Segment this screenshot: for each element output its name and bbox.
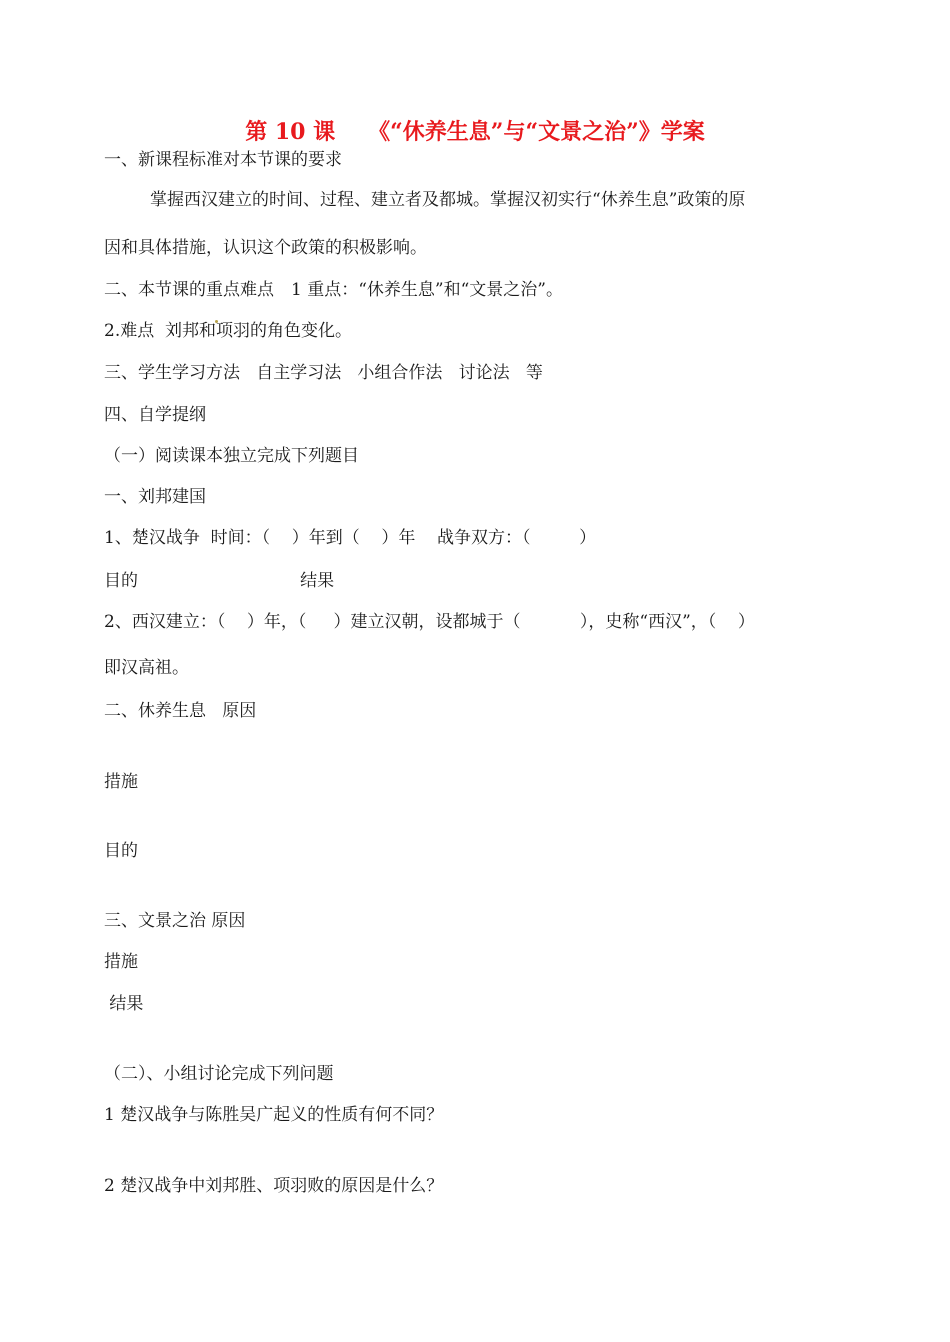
topic-heading: 二、休养生息 原因: [104, 701, 257, 721]
question-line: 2、西汉建立：（ ）年，（ ）建立汉朝，设都城于（ ），史称“西汉”，（ ）: [104, 612, 755, 632]
section-heading-2: 二、本节课的重点难点 1 重点：“休养生息”和“文景之治”。: [104, 280, 563, 300]
field-label: 目的: [104, 841, 138, 861]
discussion-question: 1 楚汉战争与陈胜吴广起义的性质有何不同？: [104, 1105, 444, 1125]
question-line: 目的 结果: [104, 571, 335, 591]
discussion-question: 2 楚汉战争中刘邦胜、项羽败的原因是什么？: [104, 1176, 444, 1196]
question-line: 1、楚汉战争 时间：（ ）年到（ ）年 战争双方：（ ）: [104, 528, 597, 548]
question-line: 即汉高祖。: [104, 658, 189, 678]
subsection-heading: （二）、小组讨论完成下列问题: [104, 1064, 334, 1084]
section-heading-4: 四、自学提纲: [104, 405, 206, 425]
subsection-heading: （一）阅读课本独立完成下列题目: [104, 446, 359, 466]
paragraph-line: 掌握西汉建立的时间、过程、建立者及都城。掌握汉初实行“休养生息”政策的原: [150, 190, 746, 210]
paragraph-line: 因和具体措施，认识这个政策的积极影响。: [104, 238, 427, 258]
field-label: 措施: [104, 952, 138, 972]
field-label: 措施: [104, 772, 138, 792]
section-heading-1: 一、新课程标准对本节课的要求: [104, 150, 342, 170]
topic-heading: 三、文景之治 原因: [104, 911, 246, 931]
topic-heading: 一、刘邦建国: [104, 487, 206, 507]
document-title: 第 10 课 《“休养生息”与“文景之治”》学案: [245, 119, 705, 145]
section-heading-3: 三、学生学习方法 自主学习法 小组合作法 讨论法 等: [104, 363, 543, 383]
paragraph-line: 2.难点 刘邦和项羽的角色变化。: [104, 321, 353, 341]
field-label: 结果: [104, 994, 144, 1014]
